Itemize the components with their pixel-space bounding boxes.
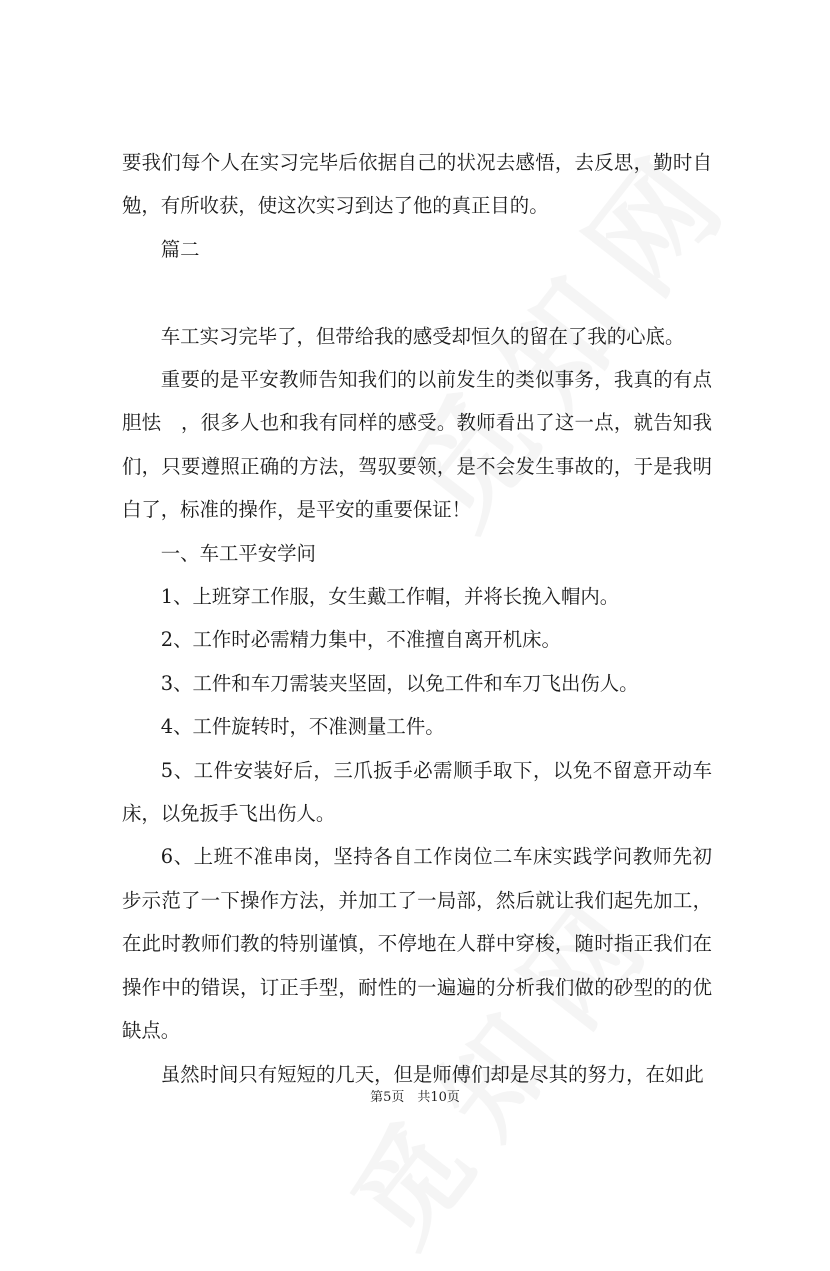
list-item: 2、工作时必需精力集中，不准擅自离开机床。 (160, 628, 561, 652)
list-item: 1、上班穿工作服，女生戴工作帽，并将长挽入帽内。 (160, 585, 620, 609)
list-item: 4、工件旋转时，不准测量工件。 (160, 715, 445, 739)
paragraph: 重要的是平安教师告知我们的以前发生的类似事务，我真的有点胆怯 ，很多人也和我有同样的感受。教师看出了这一点，就告知我们，只要遵照正确的方法，驾驭要领，是不会发生事故的，于是我明白了，标准的操作，是平安的重要保证！ (122, 368, 712, 522)
list-item: 6、上班不准串岗，坚持各自工作岗位二车床实践学问教师先初步示范了一下操作方法，并加工了一局部，然后就让我们起先加工，在此时教师们教的特别谨慎，不停地在人群中穿梭，随时指正我们在操作中的错误，订正手型，耐性的一遍遍的分析我们做的砂型的的优缺点。 (122, 845, 712, 1043)
list-item: 5、工件安装好后，三爪扳手必需顺手取下，以免不留意开动车床，以免扳手飞出伤人。 (122, 758, 712, 826)
page-number: 第5页 共10页 (370, 1090, 460, 1105)
subheading-safety-knowledge: 一、车工平安学问 (160, 541, 316, 565)
list-item: 3、工件和车刀需装夹坚固，以免工件和车刀飞出伤人。 (160, 671, 639, 695)
paragraph-continued: 要我们每个人在实习完毕后依据自己的状况去感悟，去反思，勤时自勉，有所收获，使这次实习到达了他的真正目的。 (122, 151, 712, 218)
blank-line (122, 271, 712, 314)
section-heading-part-two: 篇二 (160, 237, 200, 261)
paragraph: 车工实习完毕了，但带给我的感受却恒久的留在了我的心底。 (160, 324, 685, 348)
body-text (122, 141, 712, 1096)
paragraph: 虽然时间只有短短的几天，但是师傅们却是尽其的努力，在如此 (160, 1062, 704, 1086)
